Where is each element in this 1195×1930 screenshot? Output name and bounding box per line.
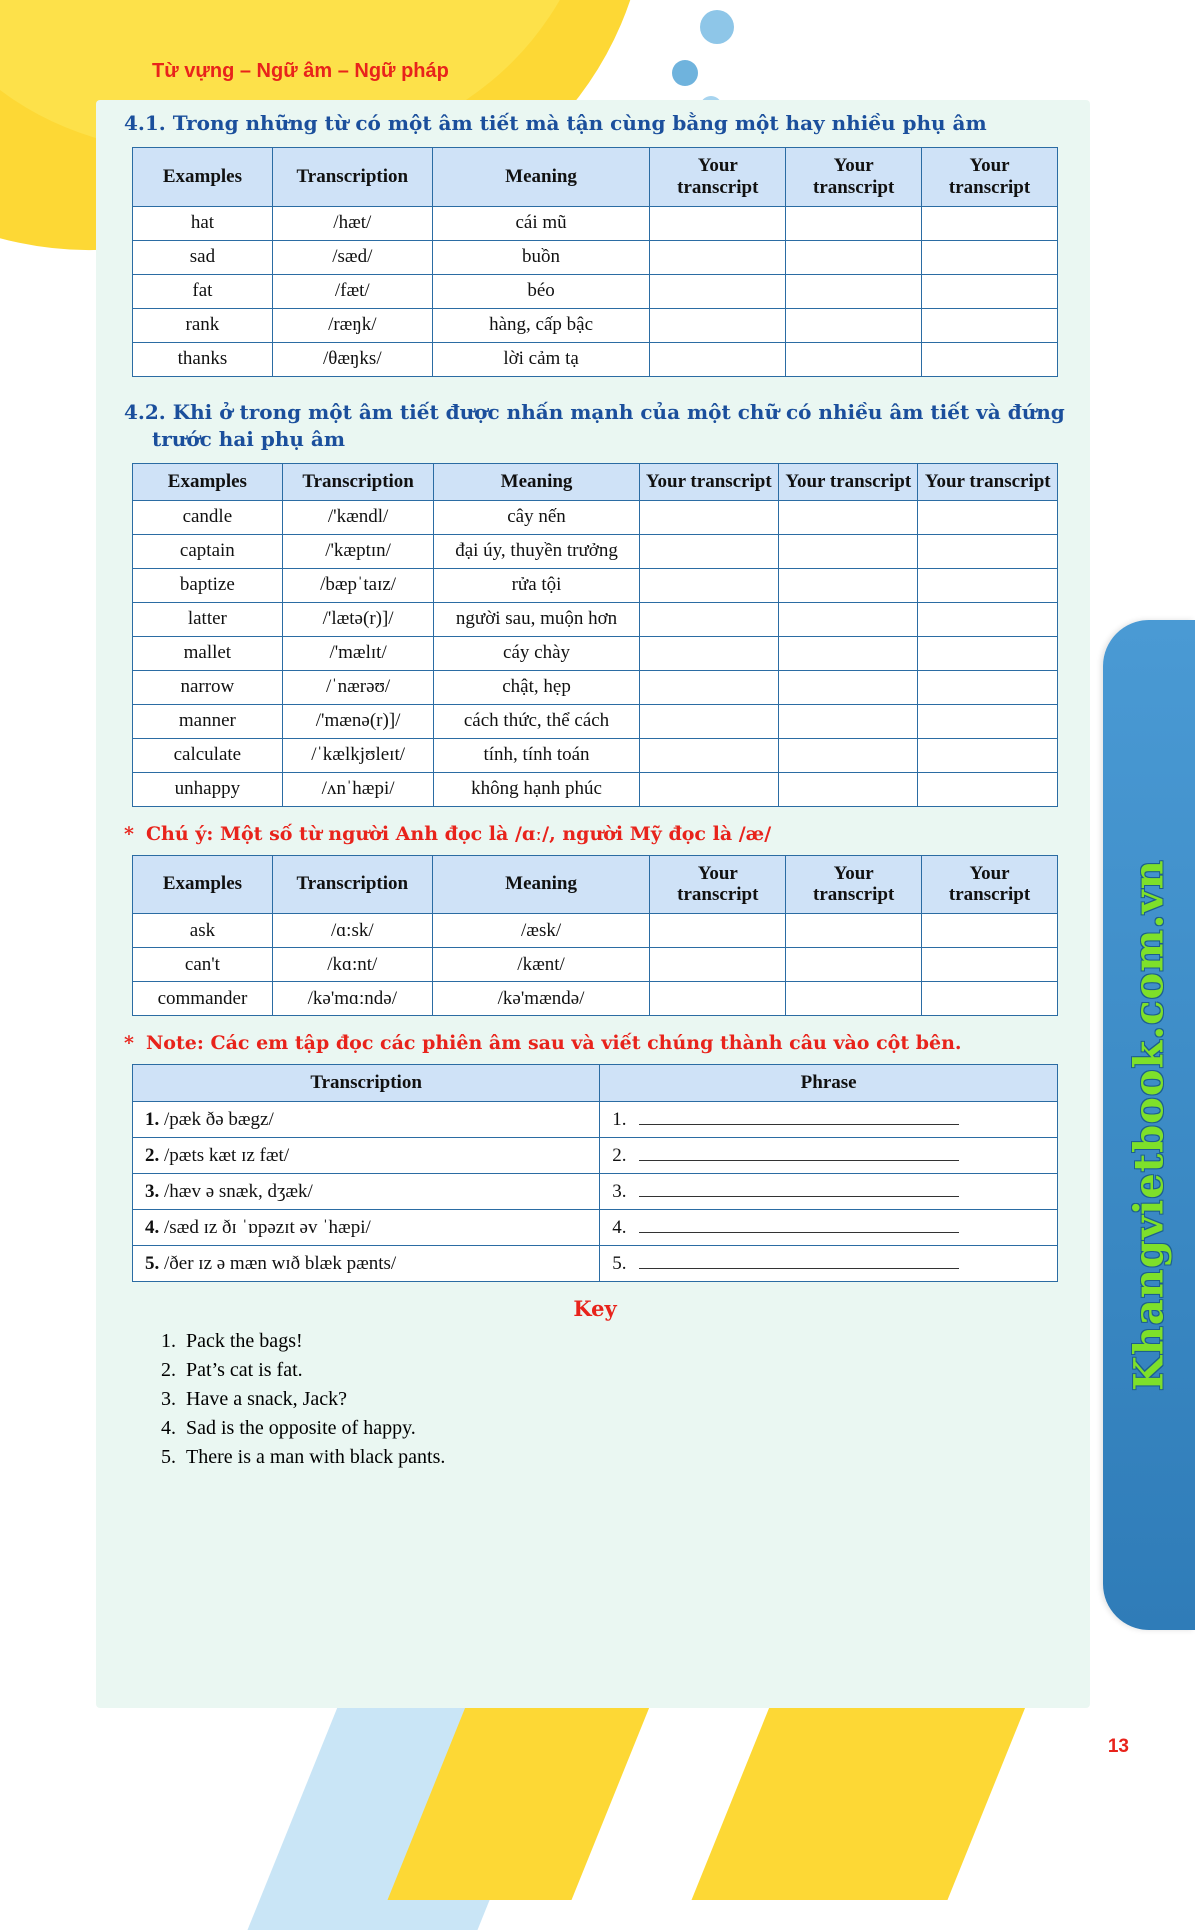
col-header-your-transcript-3: Your transcript bbox=[922, 148, 1058, 207]
cell-transcription bbox=[133, 1138, 600, 1174]
cell-example: hat bbox=[133, 206, 273, 240]
cell-your-transcript-3[interactable] bbox=[922, 274, 1058, 308]
cell-your-transcript-2[interactable] bbox=[779, 636, 918, 670]
table-header-row bbox=[133, 1065, 1058, 1102]
item-text: Sad is the opposite of happy. bbox=[186, 1417, 416, 1440]
cell-your-transcript-2[interactable] bbox=[786, 274, 922, 308]
list-item bbox=[150, 1356, 1080, 1385]
item-number: 3. bbox=[145, 1180, 160, 1202]
cell-meaning: hàng, cấp bậc bbox=[432, 308, 650, 342]
item-transcription: /pæts kæt ɪz fæt/ bbox=[164, 1144, 290, 1166]
cell-transcription: /sæd/ bbox=[272, 240, 432, 274]
answer-blank-line[interactable] bbox=[639, 1218, 959, 1233]
cell-example: captain bbox=[133, 534, 283, 568]
cell-transcription: /'mænə(r)]/ bbox=[282, 704, 434, 738]
cell-meaning: đại úy, thuyền trưởng bbox=[434, 534, 639, 568]
table-row bbox=[133, 602, 1058, 636]
cell-your-transcript-1[interactable] bbox=[639, 738, 778, 772]
cell-your-transcript-2[interactable] bbox=[786, 308, 922, 342]
cell-your-transcript-2[interactable] bbox=[779, 704, 918, 738]
cell-transcription bbox=[133, 1246, 600, 1282]
table-4-2 bbox=[132, 463, 1058, 807]
list-item bbox=[150, 1385, 1080, 1414]
bullet-star-icon: * bbox=[124, 1032, 134, 1055]
table-row bbox=[133, 500, 1058, 534]
table-row bbox=[133, 534, 1058, 568]
cell-transcription: /ræŋk/ bbox=[272, 308, 432, 342]
answer-blank-line[interactable] bbox=[639, 1110, 959, 1125]
cell-transcription: /'kændl/ bbox=[282, 500, 434, 534]
section-heading-4-2-line1: 4.2. Khi ở trong một âm tiết được nhấn mạnh của một chữ có nhiều âm tiết và đứng bbox=[124, 399, 1065, 424]
cell-meaning: /æsk/ bbox=[432, 914, 650, 948]
cell-your-transcript-3[interactable] bbox=[918, 772, 1058, 806]
col-header-your-transcript-3: Your transcript bbox=[918, 463, 1058, 500]
cell-example: ask bbox=[133, 914, 273, 948]
cell-example: fat bbox=[133, 274, 273, 308]
cell-your-transcript-2[interactable] bbox=[779, 568, 918, 602]
item-number: 3. bbox=[161, 1388, 176, 1411]
cell-your-transcript-1[interactable] bbox=[650, 206, 786, 240]
item-number: 4. bbox=[145, 1216, 160, 1238]
cell-transcription: /'lætə(r)]/ bbox=[282, 602, 434, 636]
cell-transcription bbox=[133, 1102, 600, 1138]
cell-your-transcript-1[interactable] bbox=[650, 308, 786, 342]
item-number: 1. bbox=[161, 1330, 176, 1353]
cell-your-transcript-1[interactable] bbox=[650, 948, 786, 982]
table-row bbox=[133, 1174, 1058, 1210]
item-transcription: /sæd ɪz ðɪ ˈɒpəzɪt əv ˈhæpi/ bbox=[164, 1216, 371, 1238]
col-header-your-transcript-2: Your transcript bbox=[779, 463, 918, 500]
cell-your-transcript-3[interactable] bbox=[918, 636, 1058, 670]
cell-your-transcript-2[interactable] bbox=[786, 948, 922, 982]
note-practice bbox=[124, 1032, 1080, 1054]
decor-dot bbox=[672, 60, 698, 86]
cell-your-transcript-1[interactable] bbox=[650, 914, 786, 948]
cell-your-transcript-2[interactable] bbox=[779, 602, 918, 636]
col-header-your-transcript-1: Your transcript bbox=[650, 855, 786, 914]
item-number: 4. bbox=[161, 1417, 176, 1440]
item-number: 2. bbox=[145, 1144, 160, 1166]
col-header-your-transcript-3: Your transcript bbox=[922, 855, 1058, 914]
item-transcription: /ðer ɪz ə mæn wɪð blæk pænts/ bbox=[164, 1252, 397, 1274]
table-row bbox=[133, 772, 1058, 806]
item-transcription: /hæv ə snæk, dʒæk/ bbox=[164, 1180, 313, 1202]
cell-meaning: cáy chày bbox=[434, 636, 639, 670]
cell-your-transcript-3[interactable] bbox=[918, 568, 1058, 602]
cell-your-transcript-1[interactable] bbox=[650, 982, 786, 1016]
note-chu-y bbox=[124, 823, 1080, 845]
cell-example: commander bbox=[133, 982, 273, 1016]
cell-your-transcript-2[interactable] bbox=[786, 914, 922, 948]
col-header-transcription: Transcription bbox=[272, 855, 432, 914]
cell-phrase-answer[interactable] bbox=[600, 1174, 1058, 1210]
cell-phrase-answer[interactable] bbox=[600, 1246, 1058, 1282]
item-text: Pack the bags! bbox=[186, 1330, 303, 1353]
cell-your-transcript-2[interactable] bbox=[786, 342, 922, 376]
cell-your-transcript-1[interactable] bbox=[650, 240, 786, 274]
col-header-examples: Examples bbox=[133, 148, 273, 207]
table-row bbox=[133, 1246, 1058, 1282]
cell-your-transcript-2[interactable] bbox=[779, 670, 918, 704]
cell-transcription bbox=[133, 1210, 600, 1246]
table-row bbox=[133, 1210, 1058, 1246]
cell-example: unhappy bbox=[133, 772, 283, 806]
cell-your-transcript-1[interactable] bbox=[650, 342, 786, 376]
cell-meaning: rửa tội bbox=[434, 568, 639, 602]
cell-meaning: cái mũ bbox=[432, 206, 650, 240]
decor-dot bbox=[700, 10, 734, 44]
col-header-transcription: Transcription bbox=[282, 463, 434, 500]
cell-example: manner bbox=[133, 704, 283, 738]
answer-blank-line[interactable] bbox=[639, 1182, 959, 1197]
note-practice-text: Note: Các em tập đọc các phiên âm sau và viết chúng thành câu vào cột bên. bbox=[145, 1032, 962, 1055]
table-row bbox=[133, 308, 1058, 342]
cell-example: mallet bbox=[133, 636, 283, 670]
cell-meaning: buồn bbox=[432, 240, 650, 274]
col-header-meaning: Meaning bbox=[432, 148, 650, 207]
cell-your-transcript-3[interactable] bbox=[918, 738, 1058, 772]
cell-example: candle bbox=[133, 500, 283, 534]
table-row bbox=[133, 948, 1058, 982]
cell-your-transcript-3[interactable] bbox=[922, 342, 1058, 376]
cell-phrase-answer[interactable] bbox=[600, 1210, 1058, 1246]
table-row bbox=[133, 704, 1058, 738]
cell-example: latter bbox=[133, 602, 283, 636]
cell-example: narrow bbox=[133, 670, 283, 704]
item-text: Have a snack, Jack? bbox=[186, 1388, 348, 1411]
cell-transcription: /ˈkælkjʊleɪt/ bbox=[282, 738, 434, 772]
item-number: 5. bbox=[612, 1252, 627, 1274]
cell-your-transcript-1[interactable] bbox=[639, 568, 778, 602]
table-header-row bbox=[133, 463, 1058, 500]
cell-meaning: tính, tính toán bbox=[434, 738, 639, 772]
cell-transcription: /ˈnærəʊ/ bbox=[282, 670, 434, 704]
cell-meaning: không hạnh phúc bbox=[434, 772, 639, 806]
table-row bbox=[133, 1138, 1058, 1174]
cell-your-transcript-1[interactable] bbox=[639, 500, 778, 534]
cell-your-transcript-3[interactable] bbox=[922, 914, 1058, 948]
list-item bbox=[150, 1414, 1080, 1443]
cell-meaning: cách thức, thể cách bbox=[434, 704, 639, 738]
item-number: 3. bbox=[612, 1180, 627, 1202]
cell-meaning: béo bbox=[432, 274, 650, 308]
table-row bbox=[133, 240, 1058, 274]
cell-your-transcript-2[interactable] bbox=[779, 500, 918, 534]
list-item bbox=[150, 1443, 1080, 1472]
cell-meaning: người sau, muộn hơn bbox=[434, 602, 639, 636]
table-row bbox=[133, 342, 1058, 376]
cell-your-transcript-2[interactable] bbox=[786, 240, 922, 274]
cell-your-transcript-2[interactable] bbox=[786, 982, 922, 1016]
cell-transcription: /kə'mɑ:ndə/ bbox=[272, 982, 432, 1016]
note-chu-y-text: Chú ý: Một số từ người Anh đọc là /ɑː/, người Mỹ đọc là /æ/ bbox=[145, 822, 772, 845]
table-row bbox=[133, 1102, 1058, 1138]
cell-your-transcript-3[interactable] bbox=[922, 206, 1058, 240]
cell-transcription: /θæŋks/ bbox=[272, 342, 432, 376]
table-header-row bbox=[133, 148, 1058, 207]
table-header-row bbox=[133, 855, 1058, 914]
table-row bbox=[133, 738, 1058, 772]
table-note-chu-y bbox=[132, 855, 1058, 1017]
table-4-1 bbox=[132, 147, 1058, 377]
section-heading-4-1: 4.1. Trong những từ có một âm tiết mà tận cùng bằng một hay nhiều phụ âm bbox=[124, 111, 987, 135]
col-header-your-transcript-2: Your transcript bbox=[786, 855, 922, 914]
cell-phrase-answer[interactable] bbox=[600, 1138, 1058, 1174]
bullet-star-icon: * bbox=[124, 822, 134, 845]
section-heading-4-2-line2: trước hai phụ âm bbox=[152, 426, 346, 451]
cell-meaning: lời cảm tạ bbox=[432, 342, 650, 376]
page-header-title: Từ vựng – Ngữ âm – Ngữ pháp bbox=[152, 60, 449, 82]
item-number: 5. bbox=[145, 1252, 160, 1274]
key-list bbox=[150, 1327, 1080, 1472]
publisher-website-label: Khangvietbook.com.vn bbox=[1125, 859, 1173, 1391]
cell-transcription: /bæpˈtaɪz/ bbox=[282, 568, 434, 602]
table-transcription-phrase bbox=[132, 1064, 1058, 1282]
item-text: There is a man with black pants. bbox=[186, 1446, 446, 1469]
cell-your-transcript-2[interactable] bbox=[779, 772, 918, 806]
col-header-meaning: Meaning bbox=[434, 463, 639, 500]
cell-your-transcript-2[interactable] bbox=[786, 206, 922, 240]
cell-meaning: cây nến bbox=[434, 500, 639, 534]
table-row bbox=[133, 670, 1058, 704]
cell-example: calculate bbox=[133, 738, 283, 772]
cell-meaning: /kænt/ bbox=[432, 948, 650, 982]
col-header-phrase: Phrase bbox=[600, 1065, 1058, 1102]
cell-your-transcript-3[interactable] bbox=[918, 704, 1058, 738]
cell-transcription: /kɑ:nt/ bbox=[272, 948, 432, 982]
cell-your-transcript-3[interactable] bbox=[918, 534, 1058, 568]
item-transcription: /pæk ðə bægz/ bbox=[164, 1108, 274, 1130]
table-row bbox=[133, 568, 1058, 602]
item-text: Pat’s cat is fat. bbox=[186, 1359, 303, 1382]
cell-your-transcript-3[interactable] bbox=[918, 670, 1058, 704]
item-number: 4. bbox=[612, 1216, 627, 1238]
item-number: 2. bbox=[161, 1359, 176, 1382]
cell-example: baptize bbox=[133, 568, 283, 602]
col-header-your-transcript-1: Your transcript bbox=[650, 148, 786, 207]
cell-your-transcript-3[interactable] bbox=[918, 500, 1058, 534]
cell-your-transcript-3[interactable] bbox=[922, 240, 1058, 274]
answer-blank-line[interactable] bbox=[639, 1146, 959, 1161]
col-header-transcription: Transcription bbox=[133, 1065, 600, 1102]
cell-your-transcript-2[interactable] bbox=[779, 534, 918, 568]
cell-your-transcript-3[interactable] bbox=[918, 602, 1058, 636]
col-header-transcription: Transcription bbox=[272, 148, 432, 207]
table-row bbox=[133, 982, 1058, 1016]
col-header-examples: Examples bbox=[133, 855, 273, 914]
cell-example: can't bbox=[133, 948, 273, 982]
cell-meaning: chật, hẹp bbox=[434, 670, 639, 704]
cell-your-transcript-1[interactable] bbox=[639, 602, 778, 636]
item-number: 1. bbox=[612, 1108, 627, 1130]
cell-your-transcript-3[interactable] bbox=[922, 948, 1058, 982]
section-heading-4-2 bbox=[124, 399, 1080, 453]
cell-your-transcript-1[interactable] bbox=[639, 534, 778, 568]
table-row bbox=[133, 914, 1058, 948]
item-number: 5. bbox=[161, 1446, 176, 1469]
col-header-meaning: Meaning bbox=[432, 855, 650, 914]
cell-your-transcript-2[interactable] bbox=[779, 738, 918, 772]
page-content bbox=[110, 110, 1080, 1472]
cell-transcription: /'kæptɪn/ bbox=[282, 534, 434, 568]
answer-blank-line[interactable] bbox=[639, 1254, 959, 1269]
cell-transcription: /ʌnˈhæpi/ bbox=[282, 772, 434, 806]
table-row bbox=[133, 636, 1058, 670]
cell-example: sad bbox=[133, 240, 273, 274]
cell-transcription: /'mælɪt/ bbox=[282, 636, 434, 670]
cell-transcription: /ɑ:sk/ bbox=[272, 914, 432, 948]
table-row bbox=[133, 206, 1058, 240]
col-header-your-transcript-2: Your transcript bbox=[786, 148, 922, 207]
cell-your-transcript-3[interactable] bbox=[922, 982, 1058, 1016]
col-header-your-transcript-1: Your transcript bbox=[639, 463, 778, 500]
cell-your-transcript-1[interactable] bbox=[639, 670, 778, 704]
cell-example: rank bbox=[133, 308, 273, 342]
col-header-examples: Examples bbox=[133, 463, 283, 500]
cell-your-transcript-1[interactable] bbox=[639, 772, 778, 806]
cell-your-transcript-3[interactable] bbox=[922, 308, 1058, 342]
page-number: 13 bbox=[1107, 1736, 1129, 1757]
cell-example: thanks bbox=[133, 342, 273, 376]
key-title: Key bbox=[573, 1296, 617, 1322]
item-number: 2. bbox=[612, 1144, 627, 1166]
list-item bbox=[150, 1327, 1080, 1356]
item-number: 1. bbox=[145, 1108, 160, 1130]
cell-your-transcript-1[interactable] bbox=[639, 704, 778, 738]
cell-meaning: /kə'mændə/ bbox=[432, 982, 650, 1016]
cell-phrase-answer[interactable] bbox=[600, 1102, 1058, 1138]
cell-transcription bbox=[133, 1174, 600, 1210]
table-row bbox=[133, 274, 1058, 308]
cell-transcription: /fæt/ bbox=[272, 274, 432, 308]
cell-your-transcript-1[interactable] bbox=[650, 274, 786, 308]
cell-transcription: /hæt/ bbox=[272, 206, 432, 240]
cell-your-transcript-1[interactable] bbox=[639, 636, 778, 670]
